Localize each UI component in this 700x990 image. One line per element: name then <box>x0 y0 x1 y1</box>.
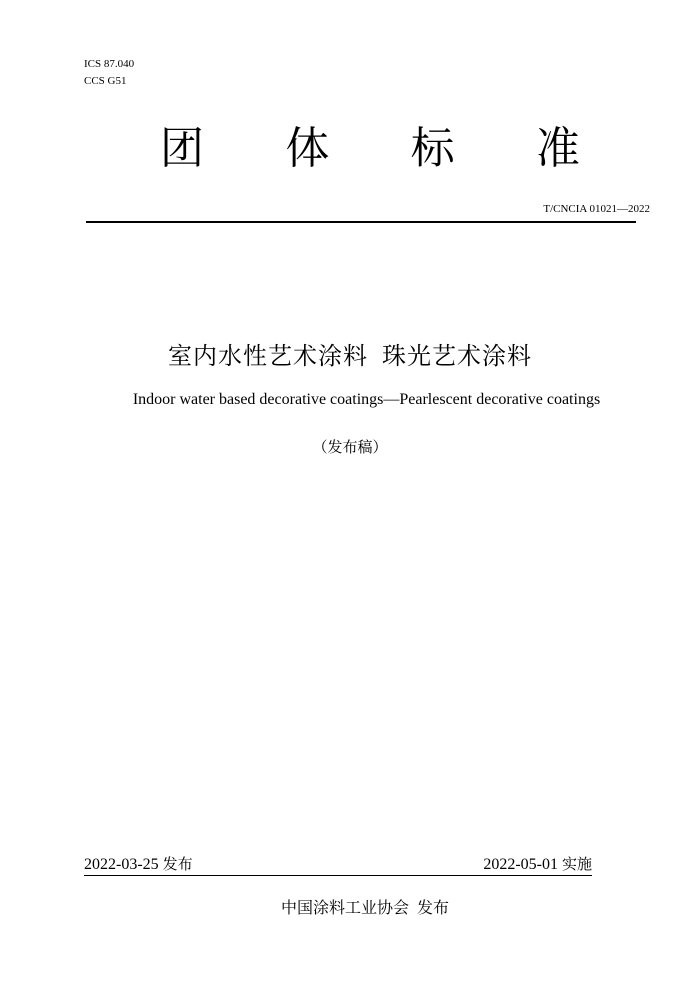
standard-code: T/CNCIA 01021—2022 <box>543 203 650 215</box>
english-title: Indoor water based decorative coatings—Pearlescent decorative coatings <box>132 391 601 408</box>
document-type-title <box>160 114 580 174</box>
publisher-action: 发布 <box>417 898 450 917</box>
implement-label: 实施 <box>561 855 592 873</box>
chinese-title-part1: 室内水性艺术涂料 <box>168 342 368 370</box>
title-char: 团 <box>160 123 204 174</box>
issue-date-block <box>84 853 193 875</box>
title-char: 体 <box>285 123 330 174</box>
issue-date: 2022-03-25 <box>84 856 159 873</box>
publisher-line <box>0 895 700 918</box>
draft-label: （发布稿） <box>312 438 388 456</box>
date-line <box>84 853 592 876</box>
issue-label: 发布 <box>162 855 193 873</box>
implement-date-block <box>483 853 592 875</box>
ccs-code: CCS G51 <box>84 75 127 87</box>
implement-date: 2022-05-01 <box>483 856 558 873</box>
header-divider <box>86 221 636 223</box>
chinese-title-part2: 珠光艺术涂料 <box>382 342 532 370</box>
ics-code: ICS 87.040 <box>84 58 135 70</box>
publisher-name: 中国涂料工业协会 <box>280 898 409 917</box>
title-char: 标 <box>410 123 455 174</box>
chinese-title <box>0 336 700 371</box>
title-char: 准 <box>535 123 580 174</box>
classification-codes <box>84 56 134 90</box>
